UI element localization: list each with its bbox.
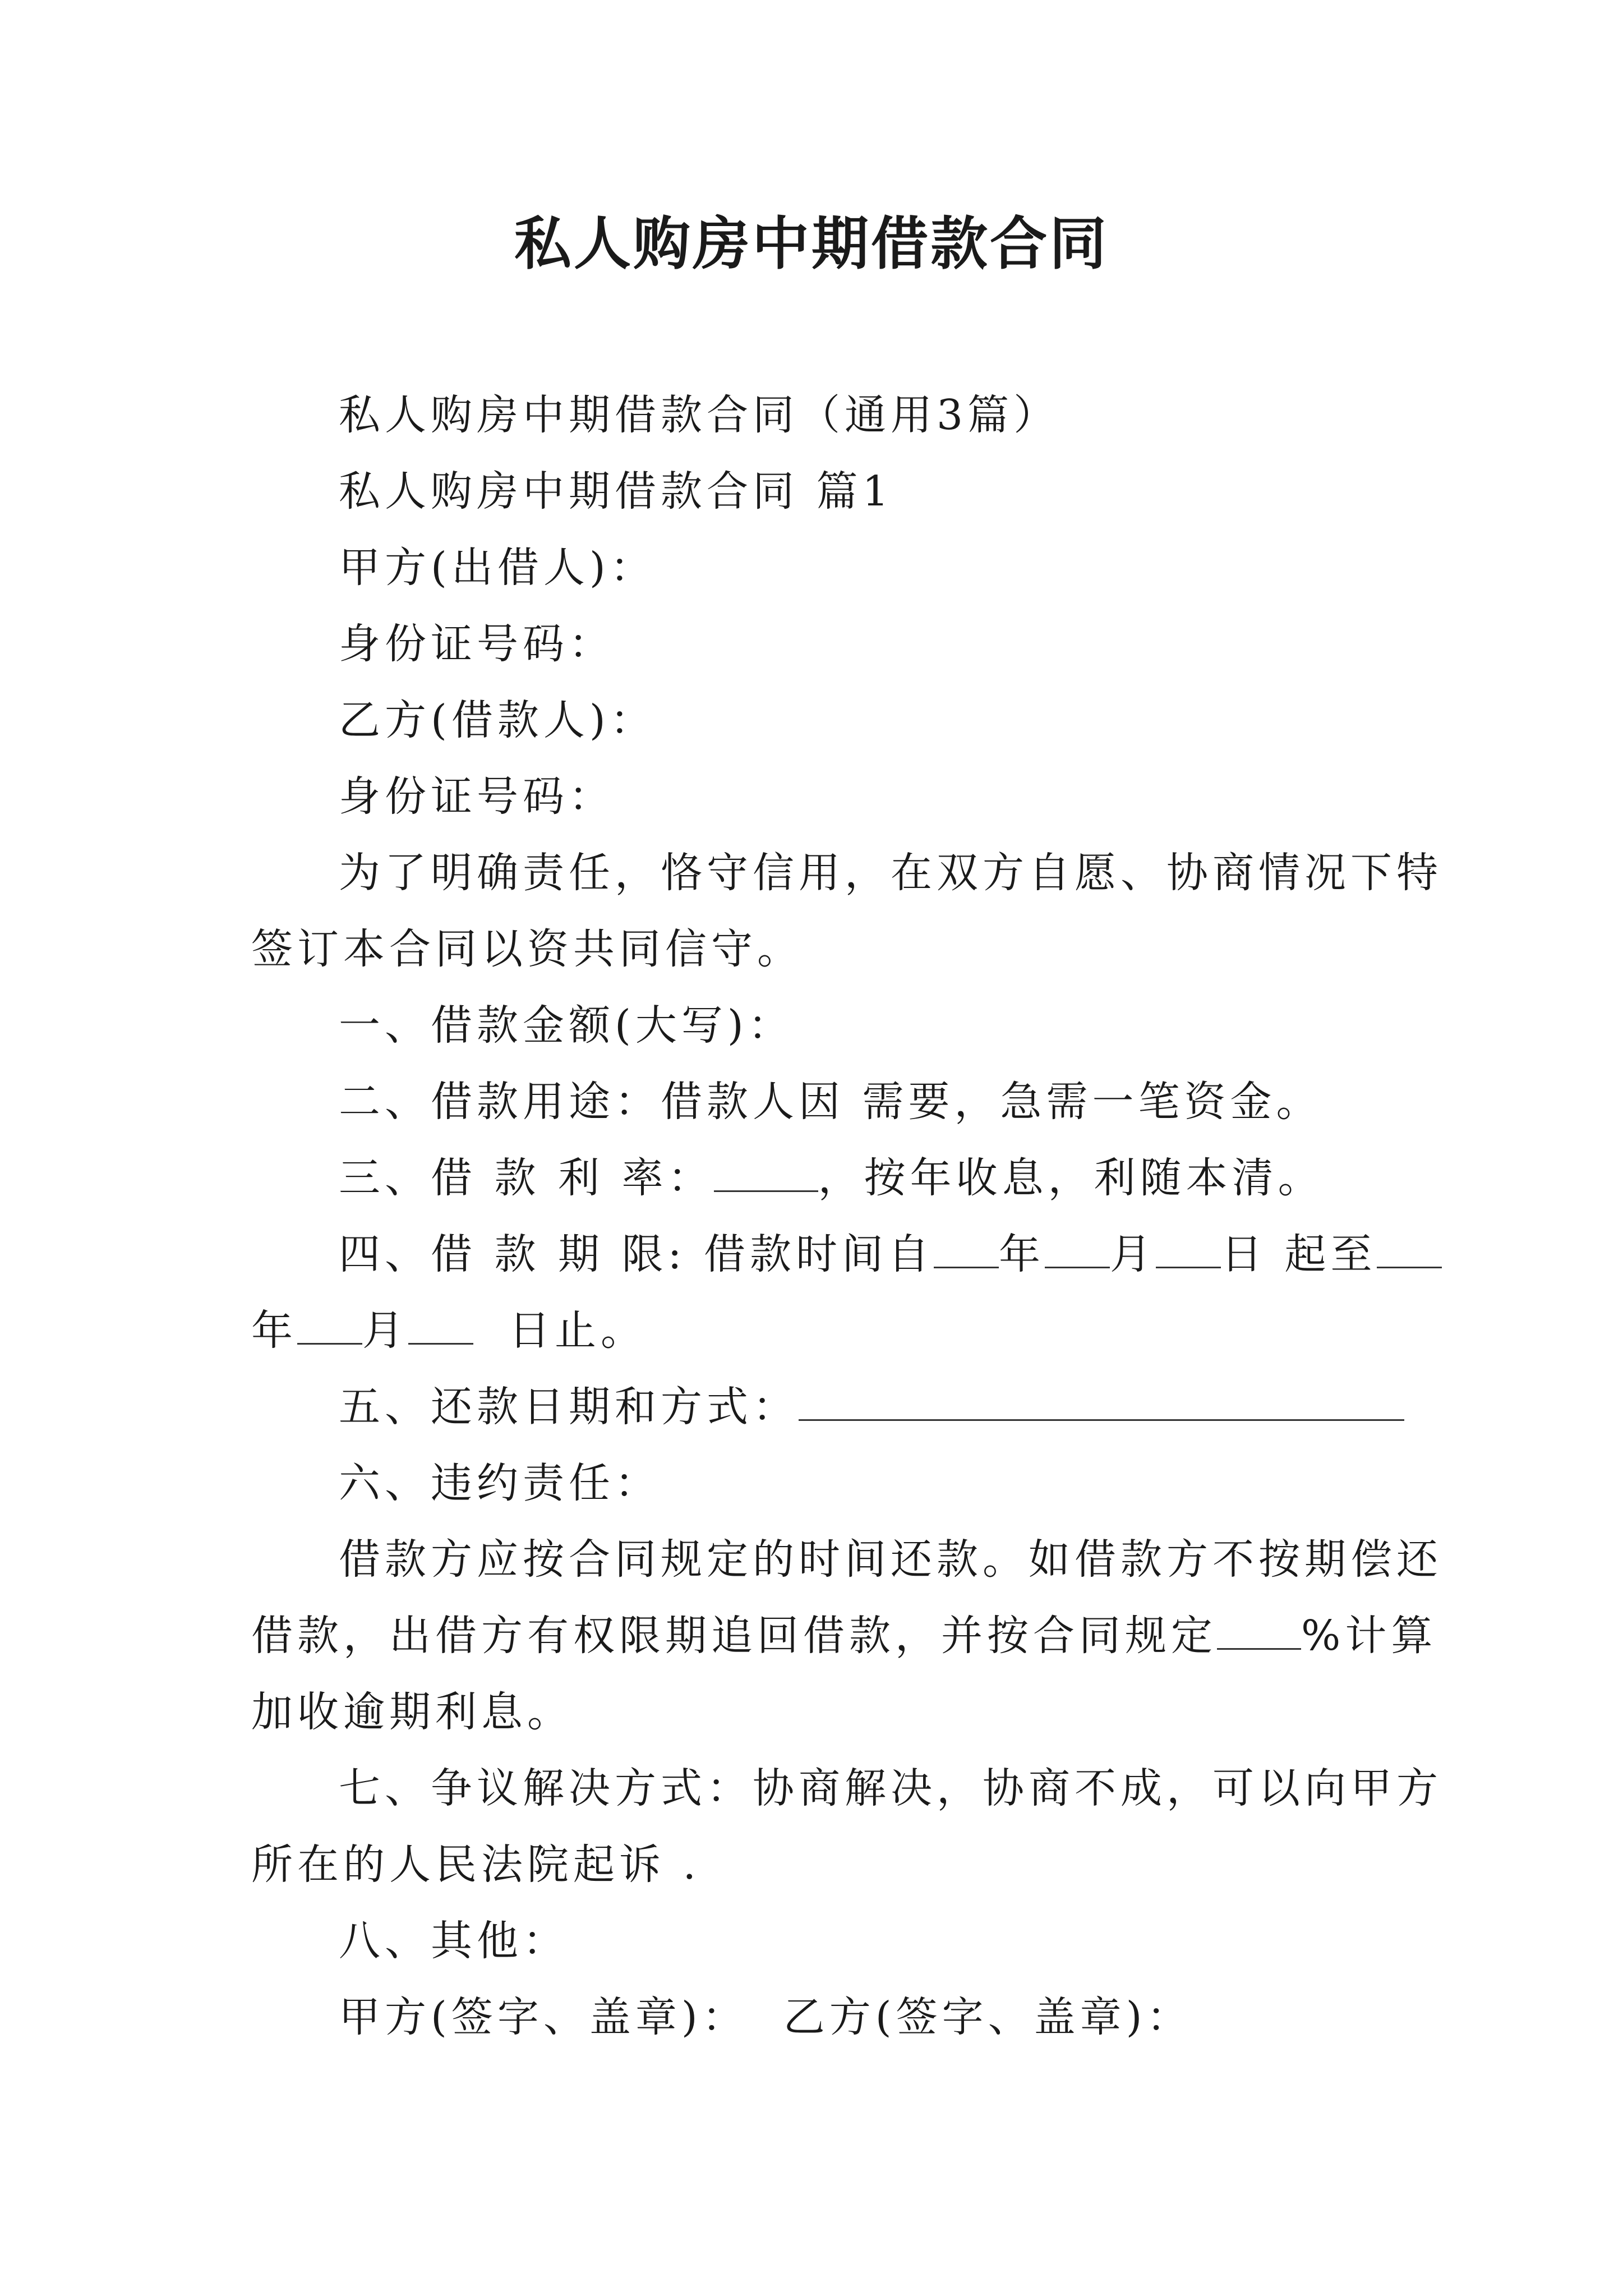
clause-dispute-1: 七、争议解决方式：协商解决，协商不成，可以向甲方	[339, 1764, 1442, 1812]
breach-line-2-text: 借款，出借方有权限期追回借款，并按合同规定	[251, 1612, 1217, 1660]
end-month-blank	[297, 1304, 362, 1345]
signature-party-a: 甲方(签字、盖章)：	[339, 1993, 748, 2041]
clause-interest	[251, 1150, 1390, 1206]
party-b-id-label: 身份证号码：	[339, 772, 615, 821]
start-day-blank	[1156, 1227, 1221, 1268]
clause-term-end: 日止。	[509, 1306, 647, 1355]
clause-term	[251, 1226, 1390, 1282]
heading-main: 私人购房中期借款合同（通用3篇）	[339, 391, 1060, 439]
clause-repayment	[251, 1379, 1390, 1435]
party-b-label: 乙方(借款人)：	[339, 696, 656, 744]
document-title: 私人购房中期借款合同	[514, 210, 1109, 278]
clause-interest-tail: ，按年收息，利随本清。	[818, 1154, 1324, 1202]
clause-purpose: 二、借款用途：借款人因 需要，急需一笔资金。	[339, 1078, 1322, 1126]
intro-line-1: 为了明确责任，恪守信用，在双方自愿、协商情况下特	[339, 849, 1442, 897]
party-a-id-label: 身份证号码：	[339, 620, 615, 668]
start-month-blank	[1045, 1227, 1110, 1268]
heading-part: 私人购房中期借款合同 篇1	[339, 467, 893, 516]
end-year-blank-part	[1377, 1227, 1442, 1268]
penalty-rate-blank	[1217, 1609, 1301, 1650]
clause-dispute-2: 所在的人民法院起诉 .	[251, 1841, 701, 1889]
end-day-blank	[408, 1304, 473, 1345]
year-label: 年	[999, 1230, 1045, 1278]
month-label: 月	[362, 1306, 408, 1355]
breach-line-1: 借款方应按合同规定的时间还款。如借款方不按期偿还	[339, 1535, 1442, 1584]
clause-term-continued	[251, 1303, 1390, 1359]
intro-line-2: 签订本合同以资共同信守。	[251, 925, 803, 973]
party-a-label: 甲方(出借人)：	[339, 544, 656, 592]
signature-party-b: 乙方(签字、盖章)：	[783, 1993, 1193, 2041]
year-label: 年	[251, 1306, 297, 1355]
month-label: 月	[1110, 1230, 1156, 1278]
from-to-label: 日 起至	[1221, 1230, 1377, 1278]
clause-term-label: 四、借 款 期 限: 借款时间自	[339, 1230, 934, 1278]
interest-rate-blank	[714, 1151, 818, 1192]
breach-line-2-tail: %计算	[1301, 1612, 1437, 1660]
signature-line	[251, 1989, 1390, 2045]
breach-line-3: 加收逾期利息。	[251, 1688, 573, 1736]
clause-repayment-label: 五、还款日期和方式：	[339, 1383, 799, 1431]
repayment-blank	[799, 1380, 1404, 1421]
breach-line-2	[251, 1608, 1437, 1664]
clause-breach: 六、违约责任：	[339, 1459, 661, 1507]
clause-interest-label: 三、借 款 利 率：	[339, 1154, 714, 1202]
clause-other: 八、其他：	[339, 1917, 569, 1965]
clause-amount: 一、借款金额(大写)：	[339, 1001, 794, 1050]
start-year-blank	[934, 1227, 999, 1268]
